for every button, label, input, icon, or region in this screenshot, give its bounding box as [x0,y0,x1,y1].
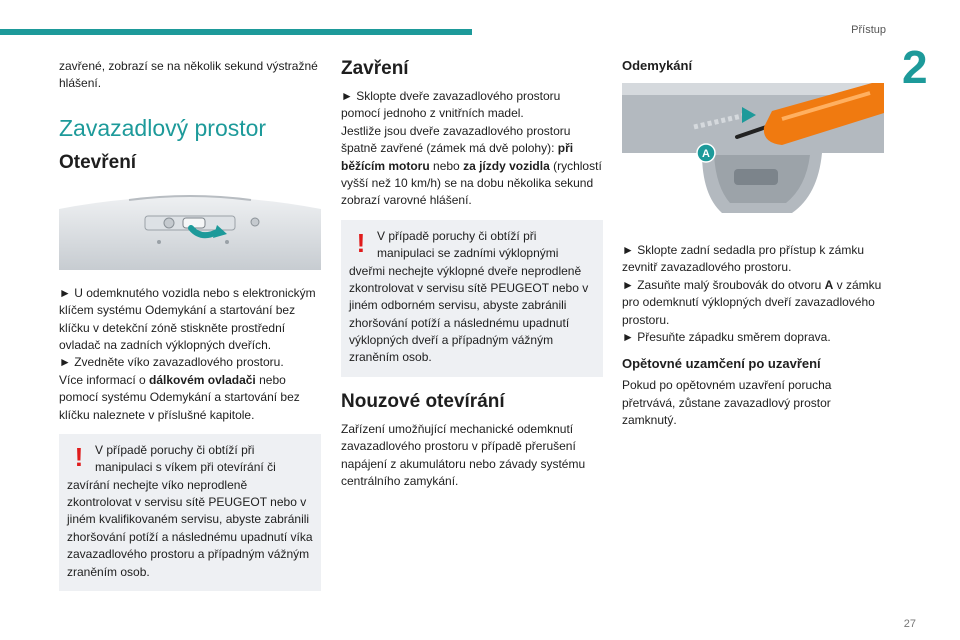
tailgate-control-illustration [59,184,321,275]
header-accent-bar [0,29,472,35]
open-title: Otevření [59,151,137,173]
column-3 [622,58,884,430]
emergency-title: Nouzové otevírání [341,390,505,412]
intro-text: zavřené, zobrazí se na několik sekund výstražné hlášení. [59,59,318,91]
open-step-2: ► Zvedněte víko zavazadlového prostoru. [59,355,284,370]
close-step: ► Sklopte dveře zavazadlového prostoru pomocí jednoho z vnitřních madel. [341,89,561,121]
open-step-1: ► U odemknutého vozidla nebo s elektronickým klíčem systému Odemykání a startování bez klíčku v detekční zóně stiskněte prostřední ovladač na zadních výklopných dveřích. [59,285,316,352]
close-title: Zavření [341,58,409,79]
warning-icon: ! [74,441,84,472]
label-a-marker: A [702,148,710,160]
chapter-number: 2 [902,41,928,93]
warning-box-tailgate [341,220,603,377]
screwdriver-lock-illustration [622,83,884,228]
warning-icon: ! [356,227,366,258]
column-1 [59,58,321,591]
column-2 [341,58,603,490]
unlock-title: Odemykání [622,58,693,73]
emergency-text: Zařízení umožňující mechanické odemknutí zavazadlového prostoru v případě přerušení napájení z akumulátoru nebo závady systému centrálního zamykání. [341,421,586,489]
relock-title: Opětovné uzamčení po uzavření [622,356,821,372]
warning-box-lid [59,434,321,591]
unlock-step-2: ► Zasuňte malý šroubovák do otvoru A v zámku pro odemknutí výklopných dveří zavazadlového prostoru. [622,277,882,327]
unlock-step-3: ► Přesuňte západku směrem doprava. [622,329,831,344]
relock-text: Pokud po opětovném uzavření porucha přetrvává, zůstane zavazadlový prostor zamknutý. [622,378,832,428]
warning-text: V případě poruchy či obtíží při manipulaci se zadními výklopnými dveřmi nechejte výklopné dveře neprodleně zkontrolovat v servisu sítě PEUGEOT nebo v jiném odborném servisu, abyste zabránili zhoršování potíží a následnému upadnutí výklopných dveří a případným vážným zraněním osob. [349,228,589,365]
warning-text: V případě poruchy či obtíží při manipulaci s víkem při otevírání či zavírání nechejte víko neprodleně zkontrolovat v servisu sítě PEUGEOT nebo v jiném kvalifikovaném servisu, abyste zabránili zhoršování potíží a následnému upadnutí víka zavazadlového prostoru a případným vážným zraněním osob. [67,442,313,579]
section-title: Zavazadlový prostor [59,114,267,141]
close-warning-paragraph: Jestliže jsou dveře zavazadlového prostoru špatně zavřené (zámek má dvě polohy): při běžícím motoru nebo za jízdy vozidla (rychlostí vyšší než 10 km/h) se na dobu několika sekund zobrazí varovné hlášení. [341,123,602,208]
remote-control-term: dálkovém ovladači [149,372,256,387]
unlock-step-1: ► Sklopte zadní sedadla pro přístup k zámku zevnitř zavazadlového prostoru. [622,243,865,275]
page-number: 27 [903,618,916,630]
section-header: Přístup [851,24,886,36]
more-info-text: Více informací o dálkovém ovladači nebo pomocí systému Odemykání a startování bez klíčku naleznete v příslušné kapitole. [59,372,300,422]
